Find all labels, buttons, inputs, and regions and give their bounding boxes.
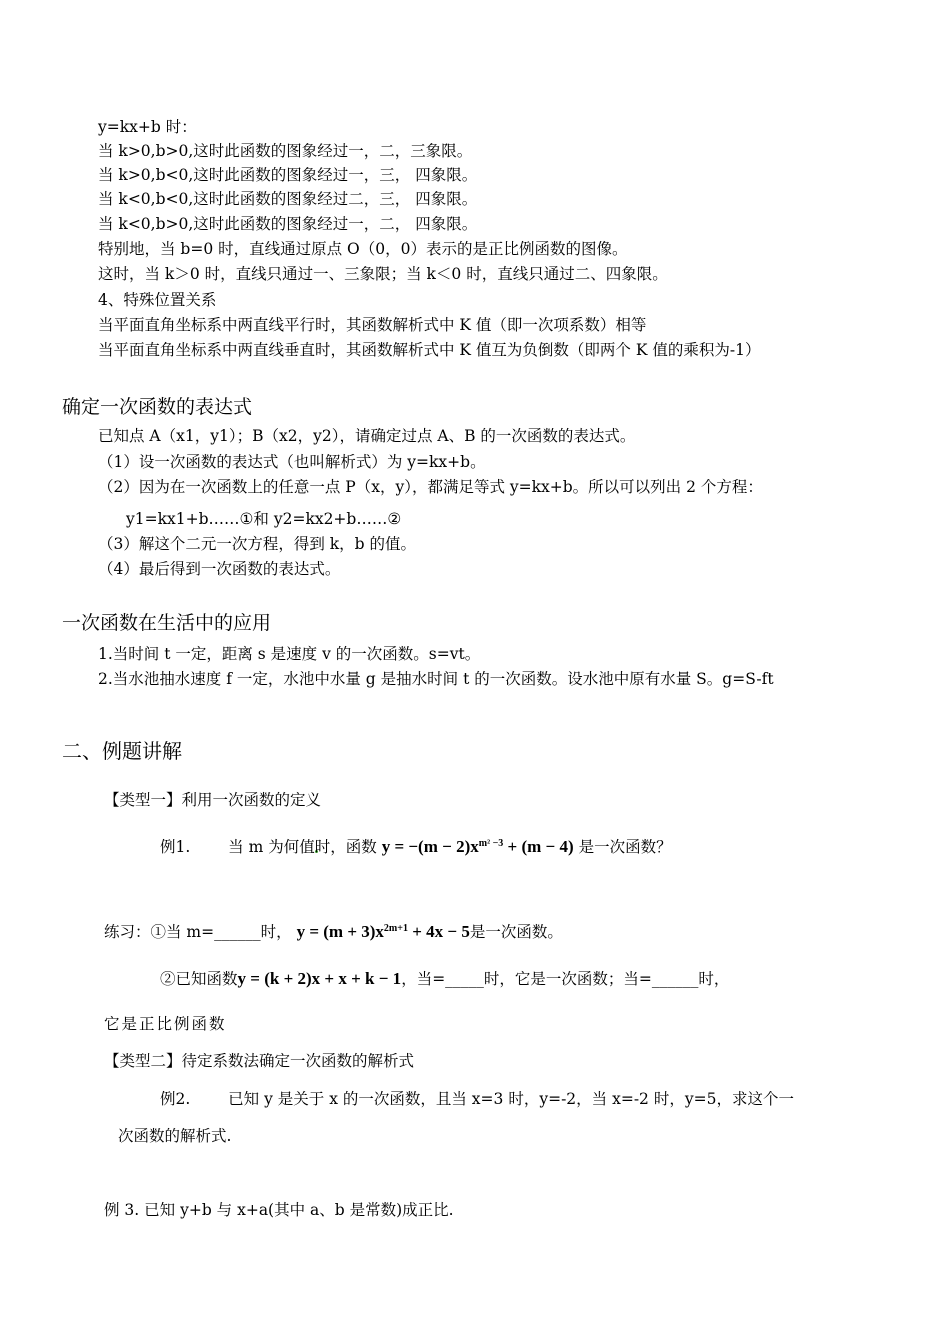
example-label: 例2. <box>160 1090 191 1108</box>
type-heading: 【类型二】待定系数法确定一次函数的解析式 <box>104 1052 415 1070</box>
practice-text: 它是正比例函数 <box>104 1015 227 1033</box>
example-3: 例 3. 已知 y+b 与 x+a(其中 a、b 是常数)成正比. <box>104 1201 454 1219</box>
text-line: 1.当时间 t 一定，距离 s 是速度 v 的一次函数。s=vt。 <box>98 645 481 663</box>
equation-line: y1=kx1+b……①和 y2=kx2+b……② <box>126 510 402 528</box>
practice-text: 是一次函数。 <box>469 923 563 941</box>
text-line: （4）最后得到一次函数的表达式。 <box>98 560 341 578</box>
example-label: 例1. <box>160 838 191 856</box>
text-line: 当平面直角坐标系中两直线垂直时，其函数解析式中 K 值互为负倒数（即两个 K 值的乘积为-1） <box>98 341 761 359</box>
section-heading: 二、例题讲解 <box>62 739 182 763</box>
section-heading: 确定一次函数的表达式 <box>62 396 253 418</box>
example-1 <box>160 833 672 858</box>
text-line: y=kx+b 时： <box>98 118 197 136</box>
practice-text: ，当=_____时，它是一次函数；当=______时， <box>401 970 730 988</box>
example-text: 当 m 为何值 <box>228 838 315 856</box>
practice-2 <box>160 968 729 990</box>
text-line: 当 k<0,b>0,这时此函数的图象经过一，二， 四象限。 <box>98 215 478 233</box>
equation: $y = (m + 3)x^{2m+1} + 4x - 5$ <box>296 922 470 941</box>
section-heading: 一次函数在生活中的应用 <box>62 612 272 634</box>
practice-text: 练习：①当 m=______时， <box>104 923 292 941</box>
example-text: 是一次函数？ <box>578 838 672 856</box>
practice-1 <box>104 918 563 943</box>
text-line: 当 k>0,b>0,这时此函数的图象经过一，二，三象限。 <box>98 142 473 160</box>
equation: $y = -(m - 2)x^{m^2 -3} + (m - 4)$ <box>381 837 574 856</box>
equation: y = (k + 2)x + x + k − 1 <box>237 969 402 988</box>
example-text: 已知 y 是关于 x 的一次函数，且当 x=3 时，y=-2，当 x=-2 时，y=5，求这个一 <box>228 1090 794 1108</box>
example-text: 时，函数 <box>314 838 377 856</box>
example-2 <box>160 1088 794 1110</box>
text-line: 已知点 A（x1，y1）；B（x2，y2），请确定过点 A、B 的一次函数的表达式。 <box>98 427 636 445</box>
text-line: 特别地，当 b=0 时，直线通过原点 O（0，0）表示的是正比例函数的图像。 <box>98 240 628 258</box>
text-line: 当平面直角坐标系中两直线平行时，其函数解析式中 K 值（即一次项系数）相等 <box>98 316 647 334</box>
text-line: 当 k>0,b<0,这时此函数的图象经过一，三， 四象限。 <box>98 166 478 184</box>
text-line: （3）解这个二元一次方程，得到 k，b 的值。 <box>98 535 417 553</box>
text-line: 当 k<0,b<0,这时此函数的图象经过二，三， 四象限。 <box>98 190 478 208</box>
text-line: 这时，当 k＞0 时，直线只通过一、三象限；当 k＜0 时，直线只通过二、四象限。 <box>98 265 668 283</box>
practice-text: ②已知函数 <box>160 970 238 988</box>
example-text: 次函数的解析式. <box>118 1127 232 1145</box>
text-line: 4、特殊位置关系 <box>98 291 217 309</box>
type-heading: 【类型一】利用一次函数的定义 <box>104 791 322 809</box>
text-line: （2）因为在一次函数上的任意一点 P（x，y），都满足等式 y=kx+b。所以可以列出 2 个方程： <box>98 478 763 496</box>
text-line: 2.当水池抽水速度 f 一定，水池中水量 g 是抽水时间 t 的一次函数。设水池中原有水量 S。g=S-ft <box>98 670 774 688</box>
text-line: （1）设一次函数的表达式（也叫解析式）为 y=kx+b。 <box>98 453 486 471</box>
